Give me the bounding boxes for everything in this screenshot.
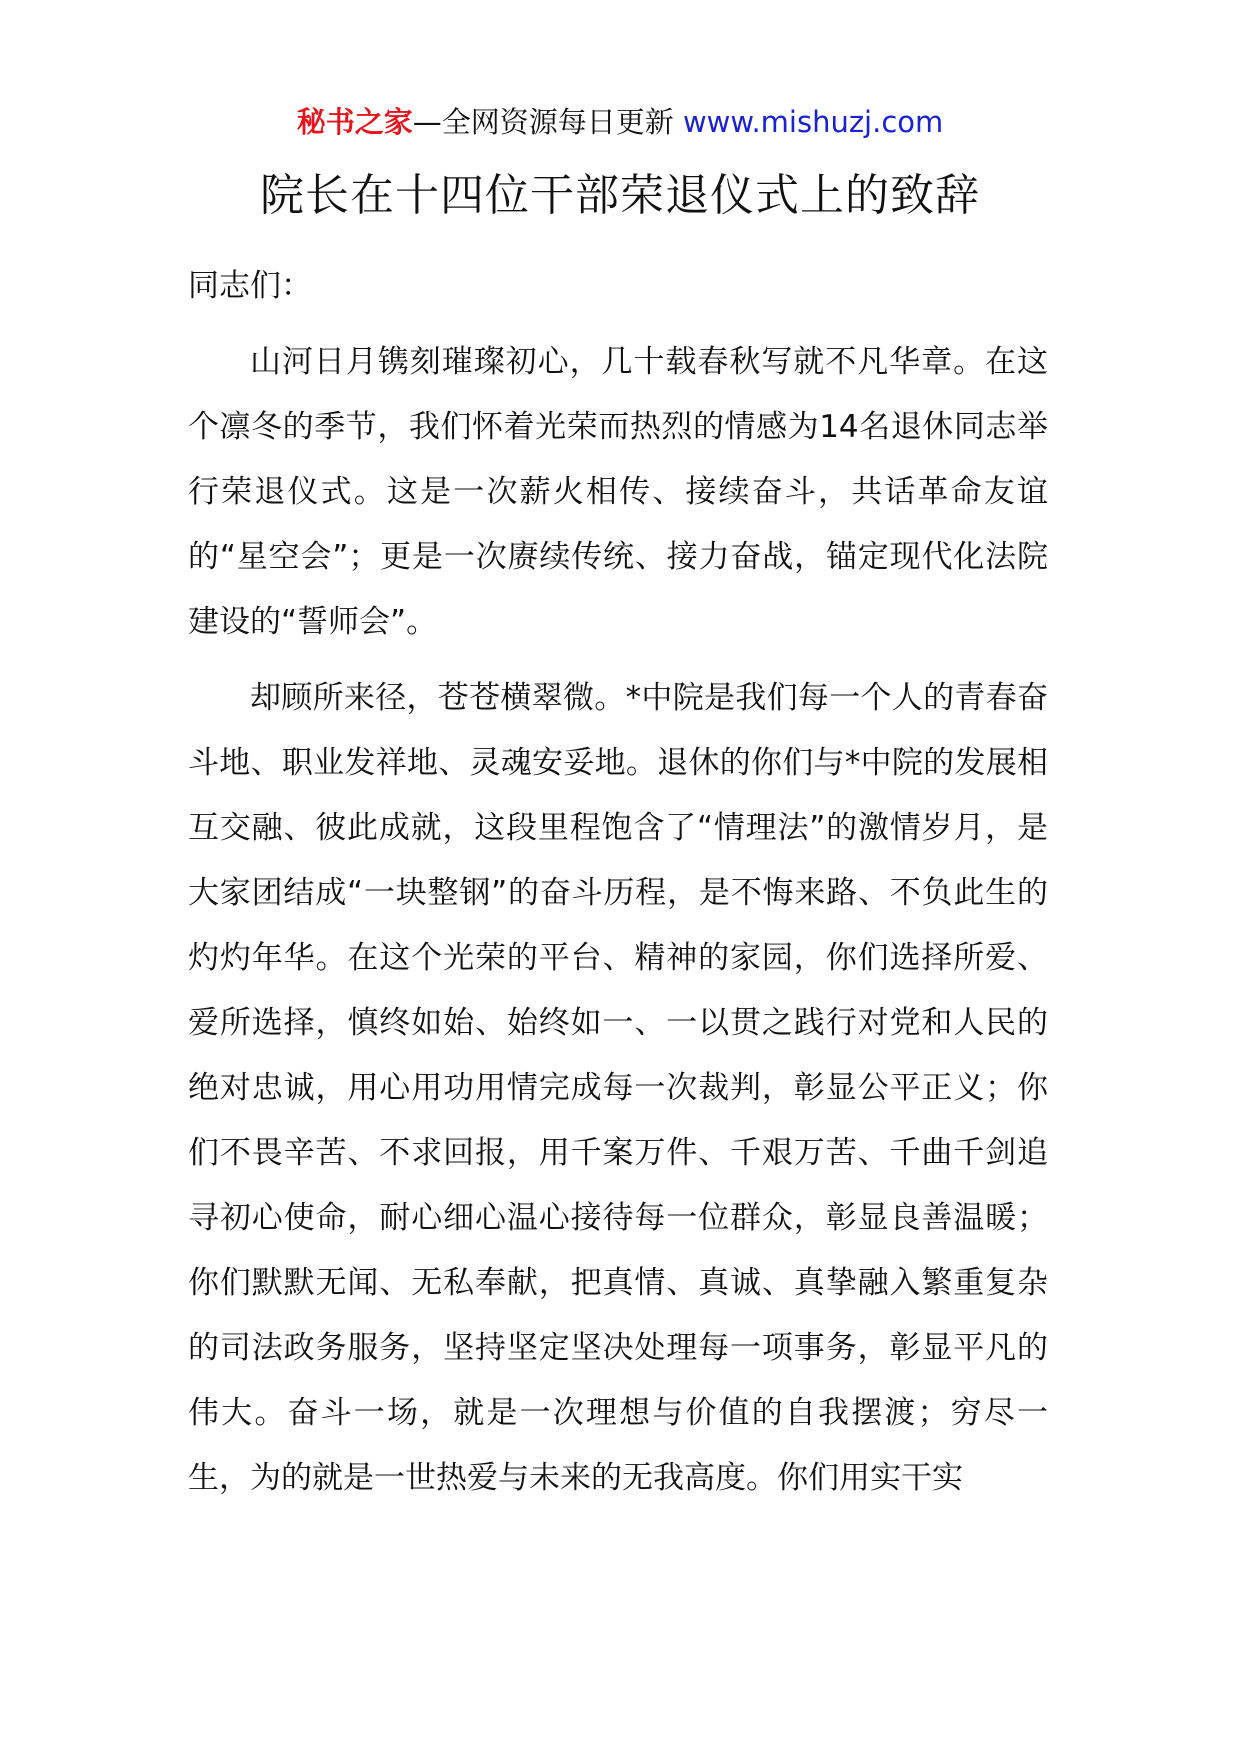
paragraph: 却顾所来径，苍苍横翠微。*中院是我们每一个人的青春奋斗地、职业发祥地、灵魂安妥地。退休的你们与*中院的发展相互交融、彼此成就，这段里程饱含了“情理法”的激情岁月，是大家团结成“一块整钢”的奋斗历程，是不悔来路、不负此生的灼灼年华。在这个光荣的平台、精神的家园，你们选择所爱、爱所选择，慎终如始、始终如一、一以贯之践行对党和人民的绝对忠诚，用心用功用情完成每一次裁判，彰显公平正义；你们不畏辛苦、不求回报，用千案万件、千艰万苦、千曲千剑追寻初心使命，耐心细心温心接待每一位群众，彰显良善温暖；你们默默无闻、无私奉献，把真情、真诚、真挚融入繁重复杂的司法政务服务，坚持坚定坚决处理每一项事务，彰显平凡的伟大。奋斗一场，就是一次理想与价值的自我摆渡；穷尽一生，为的就是一世热爱与未来的无我高度。你们用实干实: [188, 680, 1048, 1496]
site-header: [0, 102, 1240, 142]
site-url-link[interactable]: www.mishuzj.com: [682, 105, 944, 139]
paragraph: 山河日月镌刻璀璨初心，几十载春秋写就不凡华章。在这个凛冬的季节，我们怀着光荣而热烈的情感为14名退休同志举行荣退仪式。这是一次薪火相传、接续奋斗，共话革命友谊的“星空会”；更是一次赓续传统、接力奋战，锚定现代化法院建设的“誓师会”。: [188, 344, 1048, 640]
brand-name: 秘书之家: [296, 105, 413, 139]
document-title: 院长在十四位干部荣退仪式上的致辞: [260, 170, 980, 221]
salutation: 同志们：: [188, 268, 312, 304]
header-tagline: —全网资源每日更新: [412, 105, 674, 139]
document-body: [188, 254, 1048, 1522]
